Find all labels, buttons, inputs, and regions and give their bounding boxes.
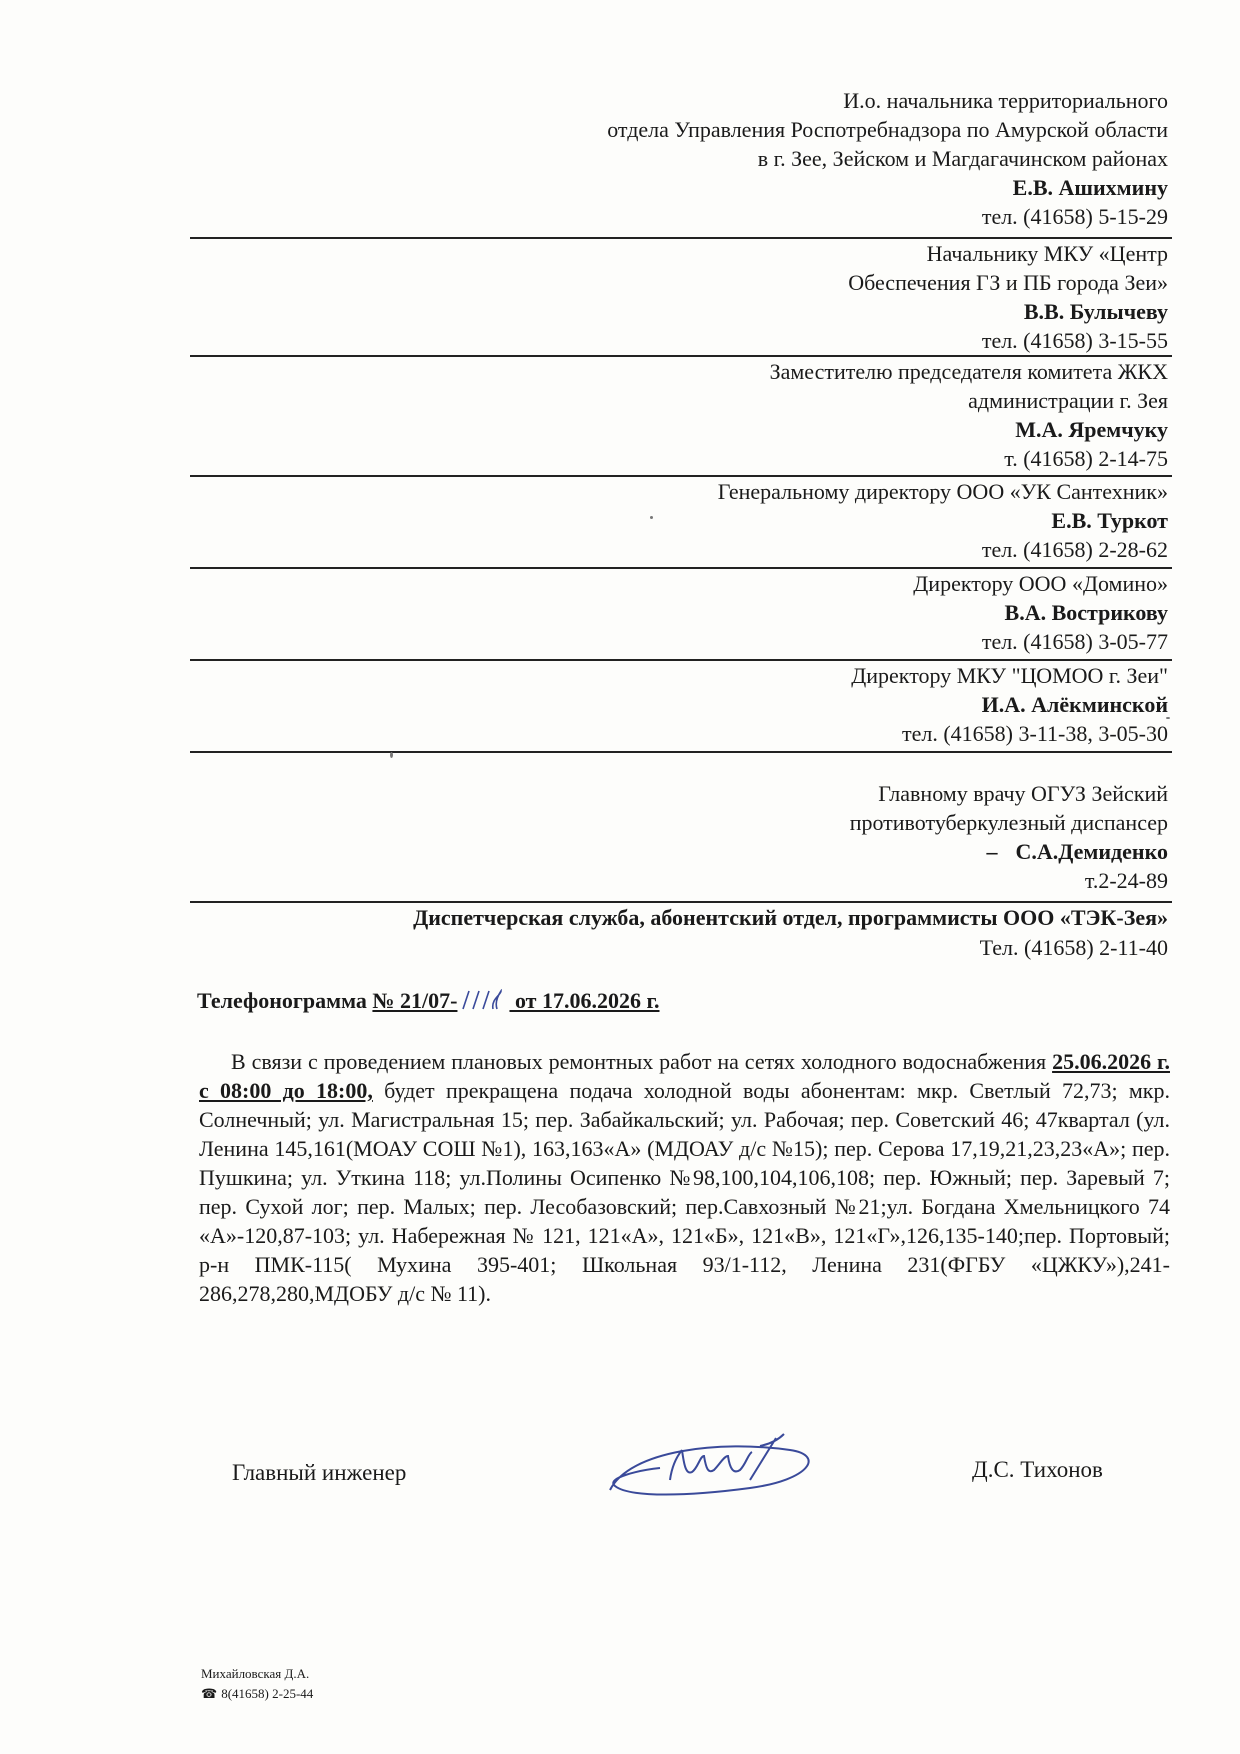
document-heading bbox=[197, 988, 660, 1014]
heading-number-text: № 21/07- bbox=[372, 988, 458, 1013]
signer-position: Главный инженер bbox=[232, 1460, 407, 1485]
signer-name: Д.С. Тихонов bbox=[972, 1457, 1103, 1482]
author-phone: 8(41658) 2-25-44 bbox=[221, 1686, 314, 1701]
author-name: Михайловская Д.А. bbox=[201, 1666, 310, 1681]
body-part2: будет прекращена подача холодной воды абонентам: мкр. Светлый 72,73; мкр. Солнечный; ул. Магистральная 15; пер. Забайкальский; ул. Рабочая; пер. Советский 46; 47квартал (ул. Ленина 145,161(МОАУ СОШ №1), 163,163«А» (МДОАУ д/с №15); пер. Серова 17,19,21,23,23«А»; пер. Пушкина; ул. Уткина 118; ул.Полины Осипенко №98,100,104,106,108; пер. Южный; пер. Заревый 7; пер. Сухой лог; пер. Малых; пер. Лесобазовский; пер.Савхозный №21;ул. Богдана Хмельницкого 74 «А»-120,87-103; ул. Набережная № 121, 121«А», 121«Б», 121«В», 121«Г»,126,135-140;пер. Портовый; р-н ПМК-115( Мухина 395-401; Школьная 93/1-112, Ленина 231(ФГБУ «ЦЖКУ»),241-286,278,280,МДОБУ д/с № 11). bbox=[199, 1078, 1170, 1306]
addressee-name: В.В. Булычеву bbox=[1023, 299, 1168, 324]
addressee-block bbox=[190, 357, 1172, 477]
body-text bbox=[199, 1047, 1170, 1308]
addressee-line: Обеспечения ГЗ и ПБ города Зеи» bbox=[848, 270, 1168, 295]
addressee-line: противотуберкулезный диспансер bbox=[849, 810, 1168, 835]
author-phone-line bbox=[201, 1684, 313, 1704]
scan-speck bbox=[1166, 717, 1170, 719]
addressee-line: администрации г. Зея bbox=[968, 388, 1168, 413]
telephone-icon: ☎ bbox=[201, 1686, 218, 1701]
addressee-phone: тел. (41658) 3-15-55 bbox=[981, 328, 1168, 353]
addressee-phone: т. (41658) 2-14-75 bbox=[1004, 446, 1168, 471]
addressee-name bbox=[190, 837, 1168, 866]
addressee-line: отдела Управления Роспотребнадзора по Амурской области bbox=[607, 117, 1168, 142]
handwritten-signature bbox=[600, 1420, 840, 1510]
addressee-line: в г. Зее, Зейском и Магдагачинском районах bbox=[757, 146, 1168, 171]
addressee-line: Генеральному директору ООО «УК Сантехник» bbox=[717, 479, 1168, 504]
handwritten-number bbox=[457, 989, 509, 1011]
addressee-block bbox=[190, 477, 1172, 569]
addressee-phone: тел. (41658) 3-11-38, 3-05-30 bbox=[902, 721, 1168, 746]
addressee-name: В.А. Вострикову bbox=[1004, 600, 1168, 625]
pen-mark: – bbox=[986, 839, 998, 864]
addressee-name-text: С.А.Демиденко bbox=[1015, 839, 1168, 864]
addressee-line: Главному врачу ОГУЗ Зейский bbox=[878, 781, 1168, 806]
addressee-phone: тел. (41658) 2-28-62 bbox=[981, 537, 1168, 562]
heading-prefix: Телефонограмма bbox=[197, 988, 373, 1013]
addressee-name: Е.В. Туркот bbox=[1051, 508, 1168, 533]
addressee-line: Директору МКУ "ЦОМОО г. Зеи" bbox=[851, 663, 1168, 688]
addressee-block bbox=[190, 569, 1172, 661]
scan-speck bbox=[650, 516, 653, 519]
addressee-block bbox=[190, 661, 1172, 753]
addressee-line: И.о. начальника территориального bbox=[843, 88, 1168, 113]
heading-date: от 17.06.2026 г. bbox=[509, 988, 660, 1013]
addressee-line: Заместителю председателя комитета ЖКХ bbox=[769, 359, 1168, 384]
addressee-list bbox=[190, 86, 1172, 965]
dispatch-block bbox=[190, 903, 1172, 965]
body-part1: В связи с проведением плановых ремонтных работ на сетях холодного водоснабжения bbox=[231, 1049, 1053, 1074]
addressee-phone: тел. (41658) 5-15-29 bbox=[981, 204, 1168, 229]
dispatch-phone: Тел. (41658) 2-11-40 bbox=[979, 935, 1168, 960]
addressee-phone: т.2-24-89 bbox=[1084, 868, 1168, 893]
addressee-block bbox=[190, 779, 1172, 903]
addressee-line: Директору ООО «Домино» bbox=[913, 571, 1168, 596]
addressee-block bbox=[190, 86, 1172, 239]
dispatch-title: Диспетчерская служба, абонентский отдел, программисты ООО «ТЭК-Зея» bbox=[413, 905, 1168, 930]
addressee-line: Начальнику МКУ «Центр bbox=[926, 241, 1168, 266]
heading-number bbox=[372, 988, 659, 1013]
addressee-name: Е.В. Ашихмину bbox=[1012, 175, 1168, 200]
addressee-block bbox=[190, 239, 1172, 357]
document-footer bbox=[201, 1664, 313, 1704]
scan-speck bbox=[390, 752, 393, 758]
outage-time: 25.06.2026 г. с 08:00 до 18:00, bbox=[199, 1049, 1170, 1103]
addressee-name: И.А. Алёкминской bbox=[981, 692, 1168, 717]
addressee-name: М.А. Яремчуку bbox=[1015, 417, 1168, 442]
addressee-phone: тел. (41658) 3-05-77 bbox=[981, 629, 1168, 654]
